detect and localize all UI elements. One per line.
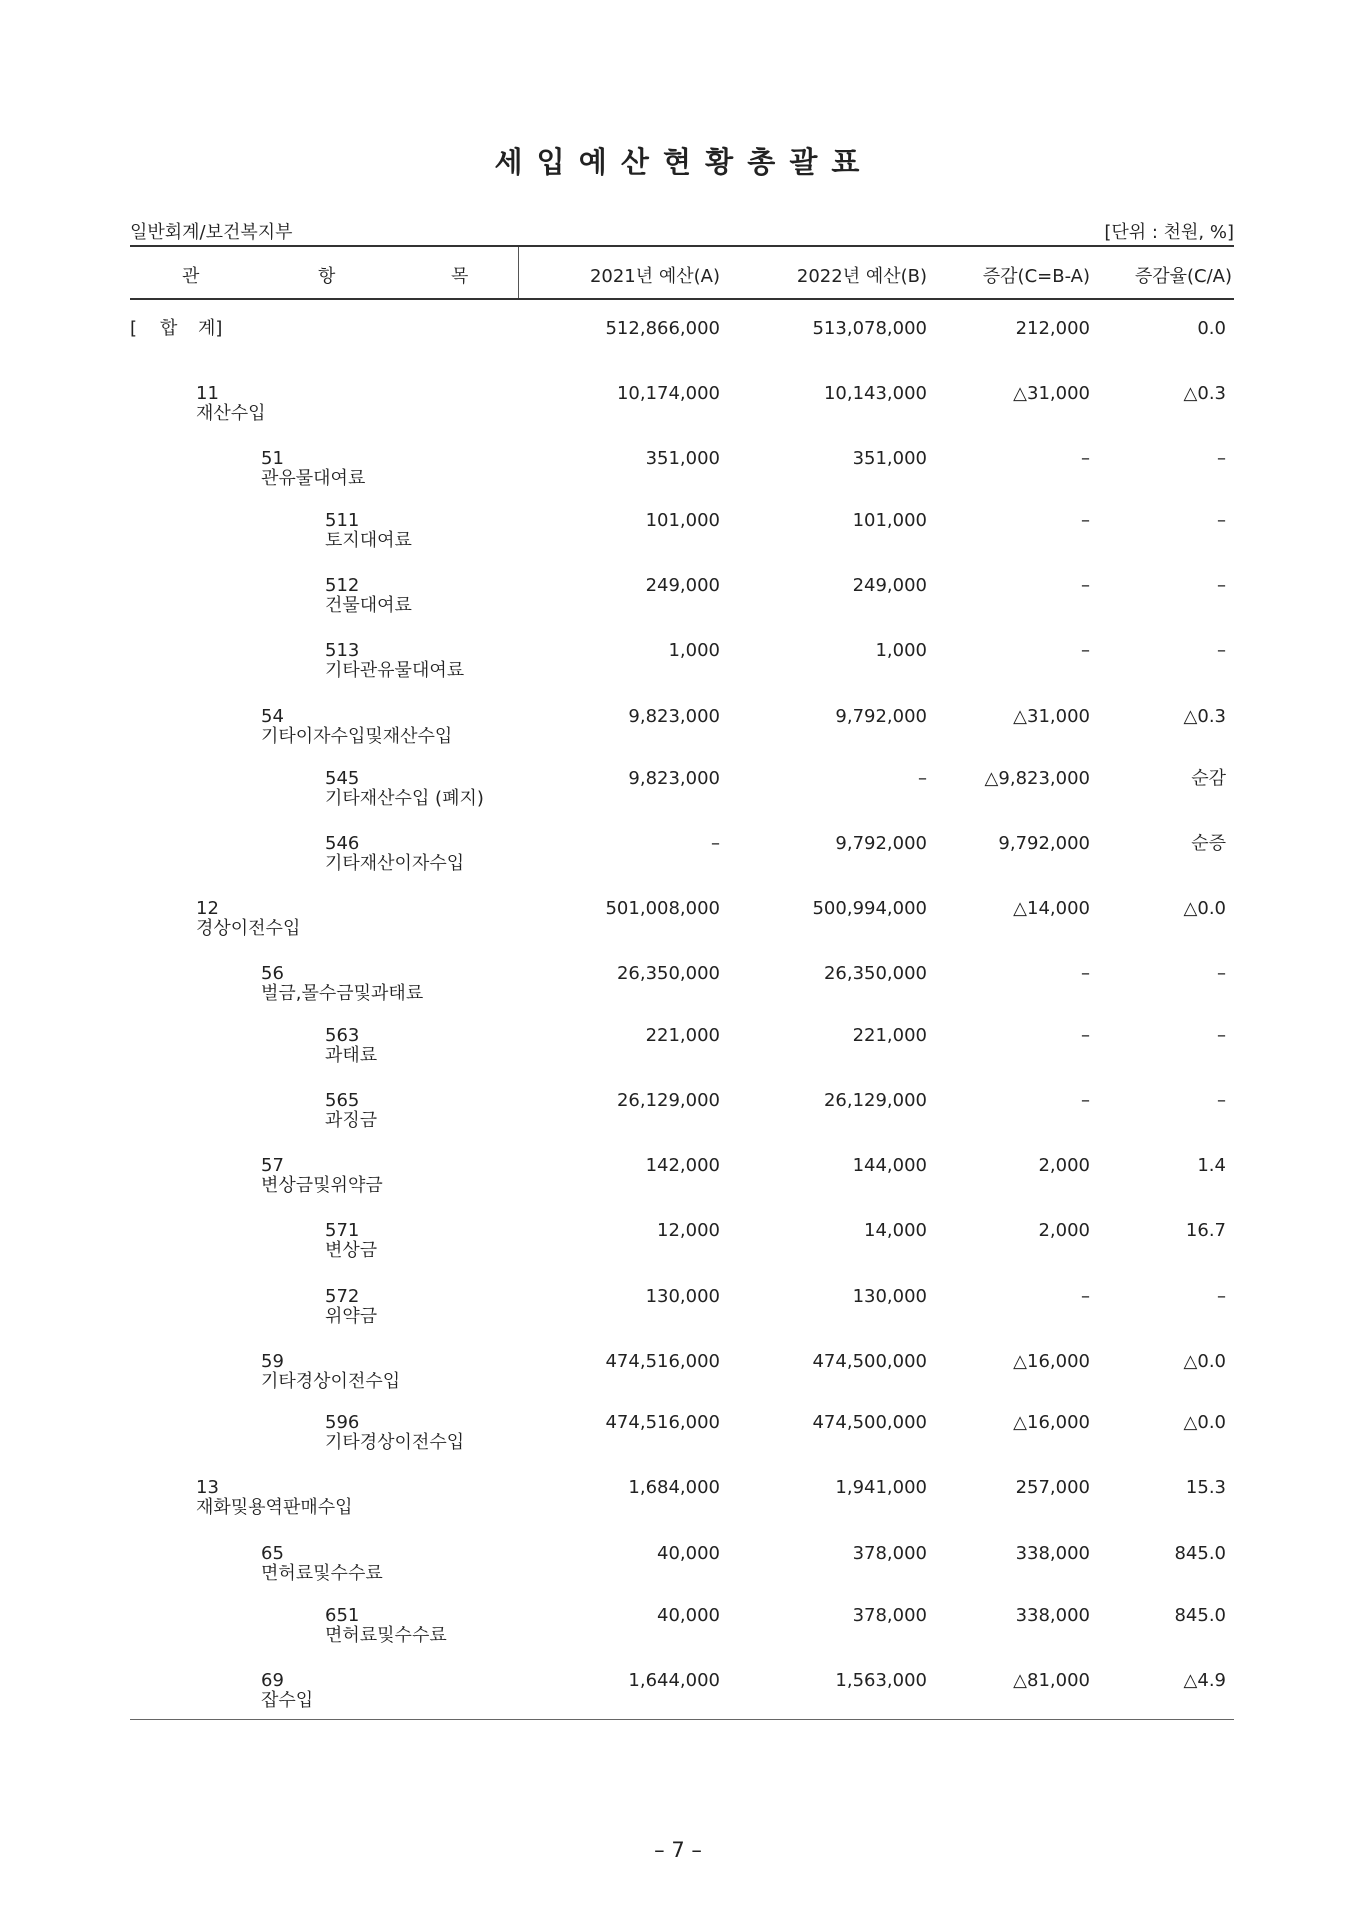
table-row <box>0 1156 1356 1216</box>
budget-2021-value: 142,000 <box>645 1155 720 1176</box>
item-name: 벌금,몰수금및과태료 <box>261 983 424 1004</box>
item-code-name <box>261 1544 383 1584</box>
budget-2021-value: 101,000 <box>645 510 720 531</box>
change-value: 338,000 <box>1015 1605 1090 1626</box>
budget-2022-value: 474,500,000 <box>812 1351 927 1372</box>
item-code: 12 <box>196 898 219 919</box>
rate-value: △0.0 <box>1183 898 1226 919</box>
item-name: 변상금및위약금 <box>261 1175 383 1196</box>
budget-2021-value: 12,000 <box>657 1220 720 1241</box>
change-value: – <box>1081 448 1090 469</box>
rate-value: – <box>1217 1090 1226 1111</box>
item-code: 651 <box>325 1605 360 1626</box>
col-header-rate: 증감율(C/A) <box>1134 266 1232 287</box>
budget-2021-value: 26,350,000 <box>616 963 720 984</box>
item-name: 기타경상이전수입 <box>325 1432 465 1453</box>
item-code: 13 <box>196 1477 219 1498</box>
budget-2022-value: 9,792,000 <box>835 833 927 854</box>
budget-2022-value: 14,000 <box>864 1220 927 1241</box>
item-code-name <box>196 1478 353 1518</box>
item-code-name <box>325 1287 377 1327</box>
budget-2022-value: 26,350,000 <box>823 963 927 984</box>
rate-value: △0.3 <box>1183 383 1226 404</box>
item-code-name <box>261 707 452 747</box>
change-value: 9,792,000 <box>998 833 1090 854</box>
item-code: 572 <box>325 1286 360 1307</box>
budget-2022-value: 474,500,000 <box>812 1412 927 1433</box>
col-header-budget-2022: 2022년 예산(B) <box>796 266 927 287</box>
rate-value: – <box>1217 1286 1226 1307</box>
change-value: 2,000 <box>1038 1155 1090 1176</box>
item-code-name <box>325 1026 377 1066</box>
col-header-budget-2021: 2021년 예산(A) <box>589 266 720 287</box>
rate-value: – <box>1217 963 1226 984</box>
budget-2022-value: – <box>918 768 927 789</box>
budget-2022-value: 378,000 <box>852 1543 927 1564</box>
rate-value: 845.0 <box>1174 1543 1226 1564</box>
budget-2021-value: 1,644,000 <box>628 1670 720 1691</box>
rate-value: 1.4 <box>1197 1155 1226 1176</box>
rate-value: 순감 <box>1191 768 1226 789</box>
total-label-open: [ <box>130 318 138 339</box>
budget-2022-value: 221,000 <box>852 1025 927 1046</box>
page-number: – 7 – <box>654 1838 702 1862</box>
item-code: 54 <box>261 706 284 727</box>
change-value: △9,823,000 <box>984 768 1090 789</box>
budget-2021-value: 9,823,000 <box>628 768 720 789</box>
item-name: 기타재산이자수입 <box>325 853 465 874</box>
item-code-name <box>325 769 484 809</box>
budget-2021-value: 351,000 <box>645 448 720 469</box>
rate-value: △0.0 <box>1183 1412 1226 1433</box>
budget-2021-value: 474,516,000 <box>605 1351 720 1372</box>
table-row <box>0 834 1356 894</box>
item-code-name <box>261 1671 313 1711</box>
item-name: 잡수입 <box>261 1690 314 1711</box>
budget-2021-value: 249,000 <box>645 575 720 596</box>
change-value: – <box>1081 575 1090 596</box>
budget-2021-value: 10,174,000 <box>616 383 720 404</box>
change-value: △31,000 <box>1013 383 1090 404</box>
table-row <box>0 769 1356 829</box>
change-value: △16,000 <box>1013 1351 1090 1372</box>
item-code: 59 <box>261 1351 284 1372</box>
item-name: 과징금 <box>325 1110 378 1131</box>
budget-2021-value: 40,000 <box>657 1605 720 1626</box>
item-code-name <box>325 576 412 616</box>
total-change: 212,000 <box>1015 318 1090 339</box>
item-name: 관유물대여료 <box>261 468 366 489</box>
item-code: 57 <box>261 1155 284 1176</box>
budget-2021-value: 26,129,000 <box>616 1090 720 1111</box>
rate-value: – <box>1217 640 1226 661</box>
item-code-name <box>261 449 365 489</box>
unit-label: [단위 : 천원, %] <box>1104 222 1234 243</box>
header-bottom-rule <box>130 298 1234 300</box>
table-row <box>0 1287 1356 1347</box>
budget-2022-value: 1,941,000 <box>835 1477 927 1498</box>
table-row <box>0 1671 1356 1731</box>
change-value: – <box>1081 640 1090 661</box>
rate-value: △4.9 <box>1183 1670 1226 1691</box>
item-code: 513 <box>325 640 360 661</box>
change-value: – <box>1081 963 1090 984</box>
rate-value: 순증 <box>1191 833 1226 854</box>
budget-2022-value: 10,143,000 <box>823 383 927 404</box>
budget-2022-value: 130,000 <box>852 1286 927 1307</box>
change-value: △16,000 <box>1013 1412 1090 1433</box>
rate-value: 16.7 <box>1185 1220 1226 1241</box>
item-name: 재화및용역판매수입 <box>196 1497 353 1518</box>
rate-value: – <box>1217 1025 1226 1046</box>
item-name: 과태료 <box>325 1045 378 1066</box>
rate-value: 845.0 <box>1174 1605 1226 1626</box>
col-header-mok: 목 <box>451 266 469 287</box>
item-code: 545 <box>325 768 360 789</box>
change-value: 2,000 <box>1038 1220 1090 1241</box>
item-code: 563 <box>325 1025 360 1046</box>
budget-2022-value: 351,000 <box>852 448 927 469</box>
budget-2022-value: 378,000 <box>852 1605 927 1626</box>
change-value: – <box>1081 1025 1090 1046</box>
page-title: 세 입 예 산 현 황 총 괄 표 <box>494 145 862 179</box>
item-code: 69 <box>261 1670 284 1691</box>
table-row <box>0 1026 1356 1086</box>
budget-2021-value: 501,008,000 <box>605 898 720 919</box>
item-code: 596 <box>325 1412 360 1433</box>
change-value: △14,000 <box>1013 898 1090 919</box>
table-row <box>0 1544 1356 1604</box>
col-header-change: 증감(C=B-A) <box>982 266 1090 287</box>
item-code-name <box>261 1156 383 1196</box>
item-code: 571 <box>325 1220 360 1241</box>
item-code: 56 <box>261 963 284 984</box>
item-name: 건물대여료 <box>325 595 412 616</box>
item-code: 565 <box>325 1090 360 1111</box>
item-name: 위약금 <box>325 1306 378 1327</box>
budget-2021-value: – <box>711 833 720 854</box>
table-row <box>0 511 1356 571</box>
item-code-name <box>196 384 266 424</box>
item-name: 기타경상이전수입 <box>261 1371 401 1392</box>
item-name: 기타관유물대여료 <box>325 660 465 681</box>
table-row <box>0 1221 1356 1281</box>
item-code: 546 <box>325 833 360 854</box>
table-bottom-rule <box>130 1719 1234 1720</box>
rate-value: △0.3 <box>1183 706 1226 727</box>
table-row <box>0 641 1356 701</box>
table-row <box>0 1352 1356 1412</box>
rate-value: – <box>1217 448 1226 469</box>
item-code-name <box>261 964 423 1004</box>
table-top-rule <box>130 245 1234 247</box>
item-code-name <box>325 641 464 681</box>
item-name: 변상금 <box>325 1240 378 1261</box>
change-value: – <box>1081 1286 1090 1307</box>
change-value: 257,000 <box>1015 1477 1090 1498</box>
rate-value: – <box>1217 510 1226 531</box>
item-code-name <box>325 511 412 551</box>
change-value: – <box>1081 510 1090 531</box>
total-budget-2021: 512,866,000 <box>605 318 720 339</box>
change-value: △81,000 <box>1013 1670 1090 1691</box>
table-row <box>0 449 1356 509</box>
item-code-name <box>196 899 300 939</box>
budget-2021-value: 40,000 <box>657 1543 720 1564</box>
budget-2021-value: 1,684,000 <box>628 1477 720 1498</box>
total-label-b: 계] <box>198 318 223 339</box>
item-code-name <box>325 1221 377 1261</box>
total-budget-2022: 513,078,000 <box>812 318 927 339</box>
table-row <box>0 1606 1356 1666</box>
budget-2022-value: 249,000 <box>852 575 927 596</box>
item-code: 11 <box>196 383 219 404</box>
rate-value: – <box>1217 575 1226 596</box>
col-header-gwan: 관 <box>182 266 200 287</box>
item-code-name <box>325 1606 447 1646</box>
table-row <box>0 1413 1356 1473</box>
change-value: 338,000 <box>1015 1543 1090 1564</box>
item-name: 경상이전수입 <box>196 918 301 939</box>
budget-2022-value: 9,792,000 <box>835 706 927 727</box>
table-row-total <box>0 319 1356 379</box>
budget-2021-value: 1,000 <box>668 640 720 661</box>
item-name: 토지대여료 <box>325 530 412 551</box>
account-label: 일반회계/보건복지부 <box>130 222 293 243</box>
budget-2022-value: 1,563,000 <box>835 1670 927 1691</box>
budget-2021-value: 9,823,000 <box>628 706 720 727</box>
item-code: 511 <box>325 510 360 531</box>
table-row <box>0 384 1356 444</box>
item-code-name <box>261 1352 400 1392</box>
budget-2022-value: 26,129,000 <box>823 1090 927 1111</box>
budget-2021-value: 221,000 <box>645 1025 720 1046</box>
budget-2022-value: 144,000 <box>852 1155 927 1176</box>
item-name: 재산수입 <box>196 403 266 424</box>
budget-2022-value: 101,000 <box>852 510 927 531</box>
table-row <box>0 1478 1356 1538</box>
item-code: 51 <box>261 448 284 469</box>
total-label-a: 합 <box>160 318 178 339</box>
item-code-name <box>325 1091 377 1131</box>
col-header-hang: 항 <box>318 266 336 287</box>
item-name: 면허료및수수료 <box>261 1563 383 1584</box>
rate-value: 15.3 <box>1185 1477 1226 1498</box>
budget-2022-value: 500,994,000 <box>812 898 927 919</box>
item-name: 면허료및수수료 <box>325 1625 447 1646</box>
header-divider <box>518 247 519 298</box>
total-rate: 0.0 <box>1197 318 1226 339</box>
change-value: △31,000 <box>1013 706 1090 727</box>
budget-2021-value: 130,000 <box>645 1286 720 1307</box>
item-code: 512 <box>325 575 360 596</box>
item-code-name <box>325 834 464 874</box>
change-value: – <box>1081 1090 1090 1111</box>
table-row <box>0 707 1356 767</box>
item-code-name <box>325 1413 464 1453</box>
item-code: 65 <box>261 1543 284 1564</box>
budget-2021-value: 474,516,000 <box>605 1412 720 1433</box>
table-row <box>0 964 1356 1024</box>
table-row <box>0 899 1356 959</box>
budget-2022-value: 1,000 <box>875 640 927 661</box>
table-row <box>0 576 1356 636</box>
rate-value: △0.0 <box>1183 1351 1226 1372</box>
item-name: 기타재산수입 (폐지) <box>325 788 484 809</box>
item-name: 기타이자수입및재산수입 <box>261 726 453 747</box>
table-row <box>0 1091 1356 1151</box>
